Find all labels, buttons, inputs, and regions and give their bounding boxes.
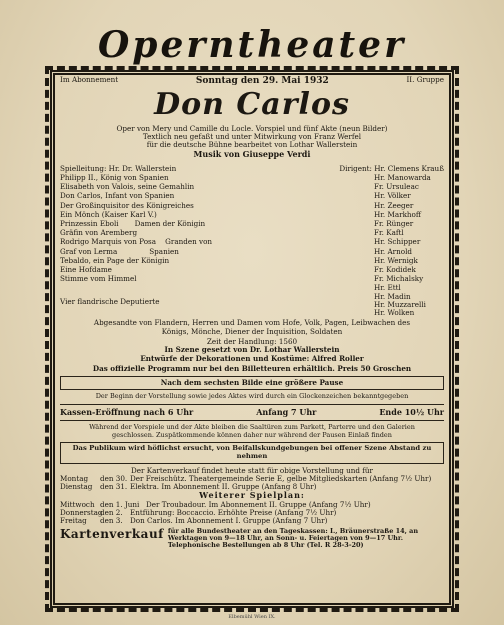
performer: Hr. Madin xyxy=(374,291,411,301)
role: Gräfin von Aremberg xyxy=(60,228,138,238)
kartenverkauf-label: Kartenverkauf xyxy=(60,526,164,541)
day: Montag xyxy=(60,473,89,483)
schedule-row xyxy=(60,517,444,525)
deputies-row xyxy=(60,284,444,317)
cast-list xyxy=(60,165,444,318)
divider xyxy=(60,404,444,405)
show: Der Freischütz. Theatergemeinde Serie E, gelbe Mitgliedskarten (Anfang 7½ Uhr) xyxy=(130,473,432,483)
date: den 3. xyxy=(100,516,123,526)
design-credit: Entwürfe der Dekorationen und Kostüme: Alfred Roller xyxy=(140,353,364,363)
applause-note: Das Publikum wird höflichst ersucht, von Beifallskundgebungen bei offener Szene Abstand zu nehmen xyxy=(60,442,444,464)
box-office-time: Kassen-Eröffnung nach 6 Uhr xyxy=(60,406,194,417)
start-time: Anfang 7 Uhr xyxy=(256,406,317,417)
performer: Hr. Ettl xyxy=(374,283,401,293)
start-note: Der Beginn der Vorstellung sowie jedes Aktes wird durch ein Glockenzeichen bekanntgegeben xyxy=(95,392,409,401)
performer: Fr. Kodidek xyxy=(374,264,416,274)
day: Dienstag xyxy=(60,482,93,492)
performer: Hr. Manowarda xyxy=(374,173,431,183)
role: Tebaldo, ein Page der Königin xyxy=(60,255,170,265)
time-of-action: Zeit der Handlung: 1560 xyxy=(206,337,298,346)
stage-director: Spielleitung: Hr. Dr. Wallerstein xyxy=(60,163,177,173)
latecomer-note: Während der Vorspiele und der Akte bleiben die Saaltüren zum Parkett, Parterre und den Galerien xyxy=(89,423,415,432)
composer-line: Musik von Giuseppe Verdi xyxy=(193,148,311,159)
day: Donnerstag xyxy=(60,507,103,517)
date: den 1. Juni xyxy=(100,499,140,509)
role: Elisabeth von Valois, seine Gemahlin xyxy=(60,182,195,192)
theater-name: Operntheater xyxy=(97,24,407,66)
date: den 31. xyxy=(100,482,128,492)
credit-line: Textlich neu gefaßt und unter Mitwirkung von Franz Werfel xyxy=(142,132,362,142)
header-row xyxy=(60,76,444,86)
role: Vier flandrische Deputierte xyxy=(60,297,160,307)
role: Der Großinquisitor des Königreiches xyxy=(60,200,194,210)
performer: Hr. Völker xyxy=(374,191,411,201)
playbill-content xyxy=(60,76,444,550)
program-note: Das offizielle Programm nur bei den Billetteuren erhältlich. Preis 50 Groschen xyxy=(92,363,412,373)
pause-note: Nach dem sechsten Bilde eine größere Pause xyxy=(60,376,444,390)
conductor: Dirigent: Hr. Clemens Krauß xyxy=(339,163,444,173)
group-label: II. Gruppe xyxy=(406,75,444,84)
kartenverkauf-text: für alle Bundestheater an den Tageskassen: I., Bräunerstraße 14, an Werktagen von 9—18 Uhr, an Sonn- u. Feiertagen von 9—17 Uhr. Telephonische Bestellungen ab 8 Uhr (Tel. R 28-3-20) xyxy=(167,526,419,550)
performer: Hr. Markhoff xyxy=(374,209,421,219)
show: Der Troubadour. Im Abonnement II. Gruppe (Anfang 7½ Uhr) xyxy=(146,499,371,509)
role: Graf von Lerma Spanien xyxy=(60,246,179,256)
deputies-performers xyxy=(374,284,444,317)
latecomer-note: geschlossen. Zuspätkommende können daher nur während der Pausen Einlaß finden xyxy=(112,430,392,439)
divider xyxy=(60,420,444,421)
performer: Hr. Arnold xyxy=(374,246,412,256)
performer: Fr. Ursuleac xyxy=(374,182,419,192)
printer-imprint: Elbemühl Wien IX. xyxy=(228,614,276,620)
role: Rodrigo Marquis von Posa Granden von xyxy=(60,237,213,247)
performer: Hr. Muzzarelli xyxy=(374,299,426,309)
opera-title: Don Carlos xyxy=(154,87,350,123)
show: Entführung: Boccaccio. Erhöhte Preise (Anfang 7½ Uhr) xyxy=(130,507,337,517)
performer: Hr. Zeeger xyxy=(374,200,414,210)
performer: Hr. Schipper xyxy=(374,237,421,247)
presale-note: Der Kartenverkauf findet heute statt für obige Vorstellung und für xyxy=(131,465,373,475)
further-heading: Weiterer Spielplan: xyxy=(199,490,305,501)
date: den 2. xyxy=(100,507,123,517)
subscription-label: Im Abonnement xyxy=(60,75,119,84)
performer: Fr. Kaftl xyxy=(374,228,404,238)
performer: Hr. Wernigk xyxy=(374,255,418,265)
role: Ein Mönch (Kaiser Karl V.) xyxy=(60,209,157,219)
performance-date: Sonntag den 29. Mai 1932 xyxy=(195,76,329,86)
date: den 30. xyxy=(100,473,128,483)
show: Don Carlos. Im Abonnement I. Gruppe (Anfang 7 Uhr) xyxy=(130,516,328,526)
extras-line: Abgesandte von Flandern, Herren und Damen vom Hofe, Volk, Pagen, Leibwachen des xyxy=(93,318,411,328)
performer: Hr. Wolken xyxy=(374,308,415,318)
times-row xyxy=(60,408,444,417)
end-time: Ende 10½ Uhr xyxy=(379,406,444,417)
staging-credit: In Szene gesetzt von Dr. Lothar Wallerstein xyxy=(164,345,340,355)
show: Elektra. Im Abonnement II. Gruppe (Anfang 8 Uhr) xyxy=(130,482,317,492)
role: Don Carlos, Infant von Spanien xyxy=(60,191,175,201)
performer: Fr. Michalsky xyxy=(374,274,424,284)
role: Stimme vom Himmel xyxy=(60,274,137,284)
day: Mittwoch xyxy=(60,499,95,509)
extras-line: Königs, Mönche, Diener der Inquisition, Soldaten xyxy=(161,326,343,336)
credit-line: für die deutsche Bühne bearbeitet von Lothar Wallerstein xyxy=(146,140,358,150)
credit-line: Oper von Mery und Camille du Locle. Vorspiel und fünf Akte (neun Bilder) xyxy=(116,123,388,133)
performer: Fr. Rünger xyxy=(374,219,414,228)
day: Freitag xyxy=(60,516,87,526)
kartenverkauf-block xyxy=(60,528,444,550)
role: Eine Hofdame xyxy=(60,264,112,274)
role: Prinzessin Eboli Damen der Königin xyxy=(60,219,206,228)
role: Philipp II., König von Spanien xyxy=(60,173,169,183)
